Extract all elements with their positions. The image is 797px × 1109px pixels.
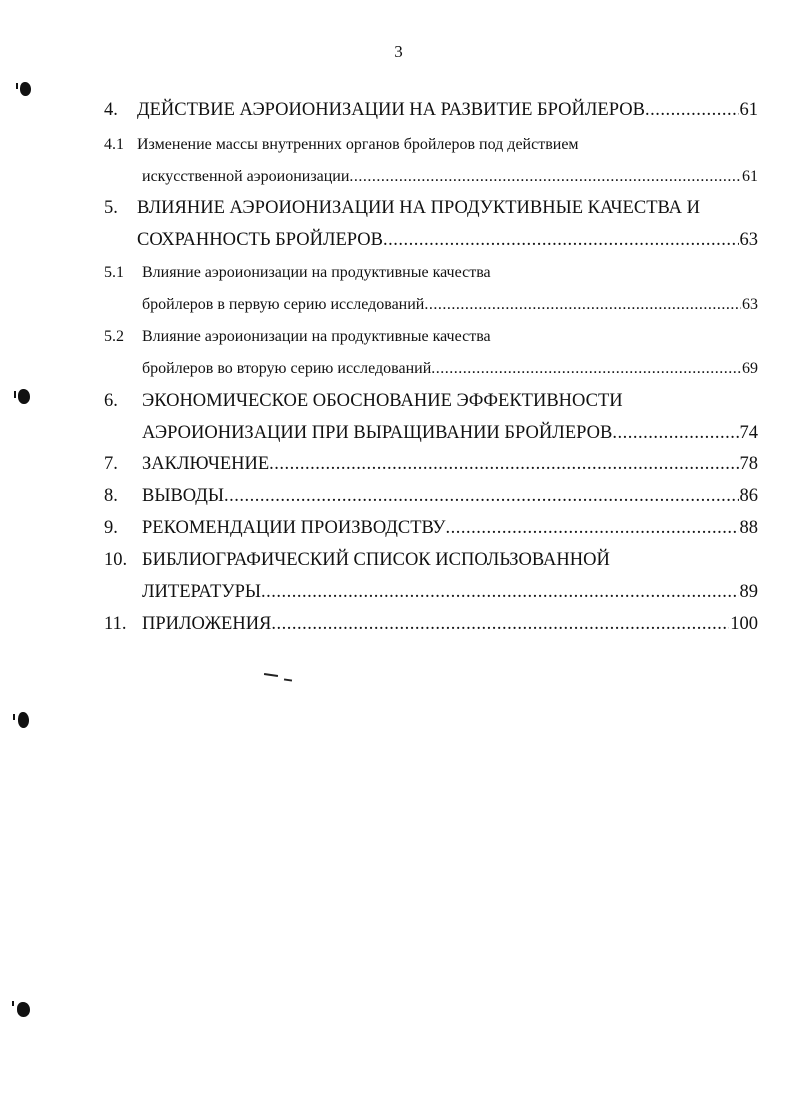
toc-entry-11 xyxy=(104,611,758,637)
toc-number: 10. xyxy=(104,550,128,570)
scan-hole-mark xyxy=(18,712,29,728)
toc-leader xyxy=(142,515,758,541)
toc-number: 7. xyxy=(104,454,118,474)
toc-number: 6. xyxy=(104,391,118,411)
toc-number: 4.1 xyxy=(104,136,124,153)
toc-title: Влияние аэроионизации на продуктивные качества xyxy=(142,328,491,345)
toc-entry-5-2-cont xyxy=(104,356,758,382)
toc-entry-8 xyxy=(104,483,758,509)
scan-tick-mark xyxy=(16,83,18,89)
toc-leader xyxy=(142,356,758,382)
toc-leader xyxy=(142,292,758,318)
toc-title: Изменение массы внутренних органов бройлеров под действием xyxy=(137,136,579,153)
toc-title: ДЕЙСТВИЕ АЭРОИОНИЗАЦИИ НА РАЗВИТИЕ БРОЙЛЕРОВ xyxy=(137,100,645,120)
toc-entry-10 xyxy=(104,547,758,573)
page-number: 3 xyxy=(394,42,403,61)
toc-page: 89 xyxy=(739,582,758,602)
toc-number: 11. xyxy=(104,614,127,634)
toc-leader xyxy=(137,97,758,123)
toc-page: 88 xyxy=(739,518,758,538)
toc-entry-5-cont xyxy=(104,227,758,253)
toc-entry-5-1-cont xyxy=(104,292,758,318)
toc-title-cont: искусственной аэроионизации xyxy=(142,168,350,185)
toc-entry-4 xyxy=(104,97,758,123)
toc-page: 63 xyxy=(742,296,758,313)
scan-hole-mark xyxy=(18,389,30,404)
toc-entry-5-2 xyxy=(104,324,758,350)
toc-title: РЕКОМЕНДАЦИИ ПРОИЗВОДСТВУ xyxy=(142,518,446,538)
toc-entry-5-1 xyxy=(104,260,758,286)
toc-number: 4. xyxy=(104,100,118,120)
toc-title-cont: ЛИТЕРАТУРЫ xyxy=(142,582,261,602)
scan-tick-mark xyxy=(13,714,15,720)
toc-title: Влияние аэроионизации на продуктивные качества xyxy=(142,264,491,281)
toc-entry-4-1 xyxy=(104,132,758,158)
toc-title: ЗАКЛЮЧЕНИЕ xyxy=(142,454,270,474)
toc-title: ВЛИЯНИЕ АЭРОИОНИЗАЦИИ НА ПРОДУКТИВНЫЕ КАЧЕСТВА И xyxy=(137,198,701,218)
toc-leader xyxy=(142,164,758,190)
toc-page: 100 xyxy=(730,614,758,634)
toc-entry-5 xyxy=(104,195,758,221)
toc-number: 5.1 xyxy=(104,264,124,281)
toc-title: ПРИЛОЖЕНИЯ xyxy=(142,614,272,634)
toc-page: 78 xyxy=(739,454,758,474)
toc-entry-6-cont xyxy=(104,420,758,446)
toc-entry-7 xyxy=(104,451,758,477)
scan-tick-mark xyxy=(12,1001,14,1006)
toc-title: ВЫВОДЫ xyxy=(142,486,225,506)
toc-leader xyxy=(142,579,758,605)
toc-page: 74 xyxy=(739,423,758,443)
toc-title-cont: бройлеров в первую серию исследований xyxy=(142,296,425,313)
toc-page: 61 xyxy=(742,168,758,185)
toc-leader xyxy=(142,611,758,637)
toc-number: 5.2 xyxy=(104,328,124,345)
toc-page: 86 xyxy=(739,486,758,506)
toc-title: ЭКОНОМИЧЕСКОЕ ОБОСНОВАНИЕ ЭФФЕКТИВНОСТИ xyxy=(142,391,623,411)
toc-title-cont: АЭРОИОНИЗАЦИИ ПРИ ВЫРАЩИВАНИИ БРОЙЛЕРОВ xyxy=(142,423,613,443)
scan-tick-mark xyxy=(14,391,16,398)
toc-entry-4-1-cont xyxy=(104,164,758,190)
scan-hole-mark xyxy=(20,82,31,96)
toc-entry-9 xyxy=(104,515,758,541)
toc-title: БИБЛИОГРАФИЧЕСКИЙ СПИСОК ИСПОЛЬЗОВАННОЙ xyxy=(142,550,610,570)
toc-entry-10-cont xyxy=(104,579,758,605)
toc-number: 9. xyxy=(104,518,118,538)
scan-hole-mark xyxy=(17,1002,30,1017)
toc-title-cont: СОХРАННОСТЬ БРОЙЛЕРОВ xyxy=(137,230,384,250)
toc-page: 69 xyxy=(742,360,758,377)
toc-page: 63 xyxy=(739,230,758,250)
toc-entry-6 xyxy=(104,388,758,414)
toc-title-cont: бройлеров во вторую серию исследований xyxy=(142,360,432,377)
toc-leader xyxy=(142,451,758,477)
toc-leader xyxy=(142,483,758,509)
toc-leader xyxy=(137,227,758,253)
toc-number: 8. xyxy=(104,486,118,506)
toc-number: 5. xyxy=(104,198,118,218)
toc-page: 61 xyxy=(739,100,758,120)
toc-leader xyxy=(142,420,758,446)
